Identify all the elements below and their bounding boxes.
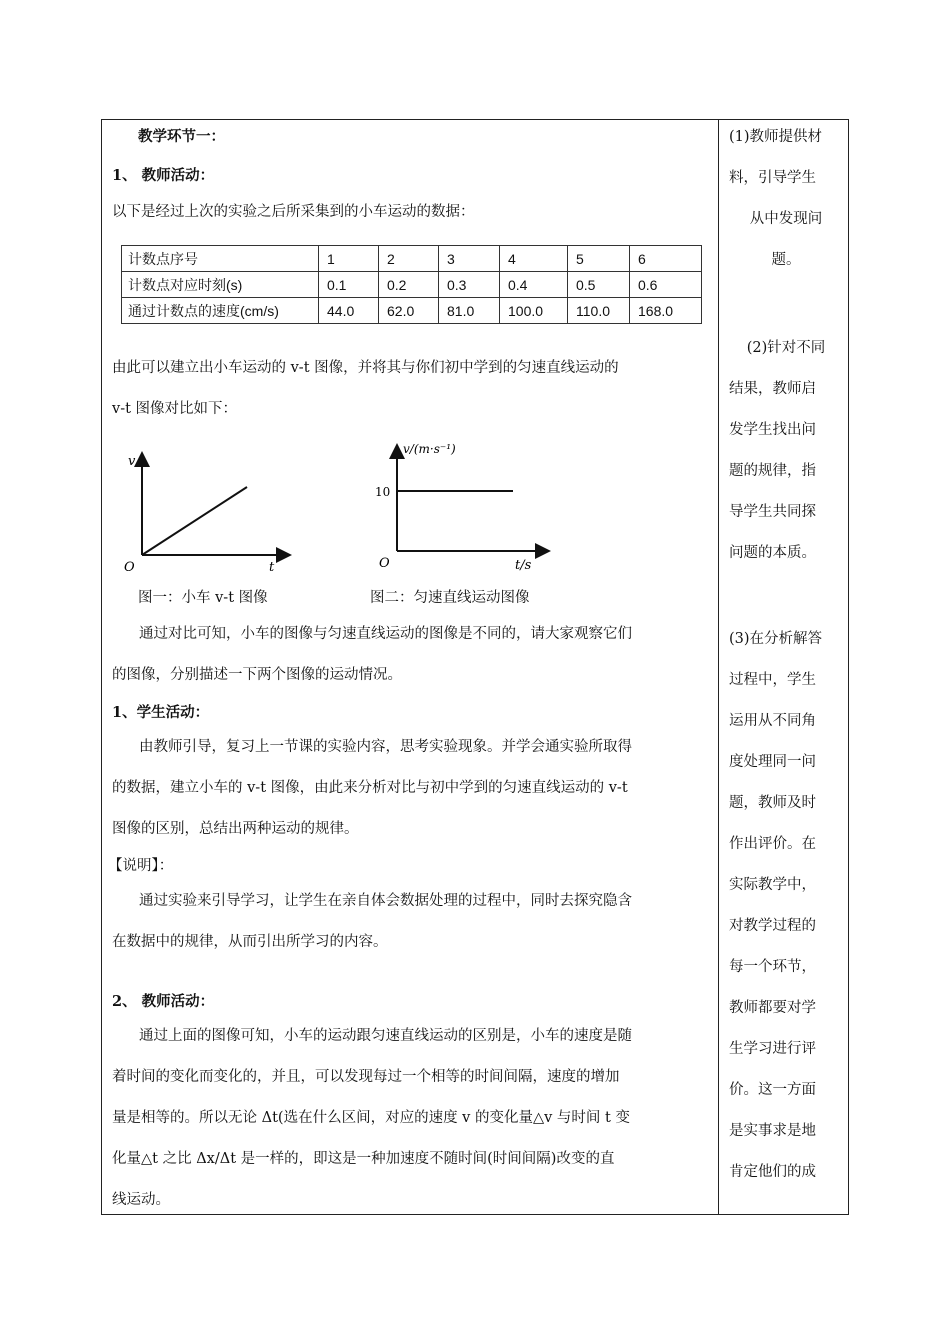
student-paragraph <box>112 727 708 850</box>
table-cell: 0.5 <box>568 272 630 298</box>
side-note-3-line: 过程中，学生 <box>729 672 816 688</box>
figure-1-y-label: v <box>128 454 136 469</box>
figure-2-tick-label: 10 <box>375 485 391 499</box>
side-note-2-line: 导学生共同探 <box>729 504 816 520</box>
table-row-label: 计数点对应时刻(s) <box>122 272 319 298</box>
motion-data-table <box>121 245 702 324</box>
table-cell: 110.0 <box>568 298 630 324</box>
table-row-label: 通过计数点的速度(cm/s) <box>122 298 319 324</box>
figure-2-graph <box>357 433 557 578</box>
table-cell: 44.0 <box>319 298 379 324</box>
intro-text: 以下是经过上次的实验之后所采集到的小车运动的数据： <box>112 204 475 220</box>
compare-paragraph <box>112 614 708 696</box>
teacher-activity-2-heading: 2、 教师活动： <box>112 993 215 1010</box>
table-cell: 0.4 <box>500 272 568 298</box>
side-note-1-line: 从中发现问 <box>749 211 823 227</box>
side-note-3-line: 作出评价。在 <box>729 836 816 852</box>
main-column <box>102 120 718 1214</box>
side-note-2-line: (2)针对不同 <box>746 340 826 356</box>
side-note-2-line: 结果，教师启 <box>729 381 816 397</box>
vt-line-1: 由此可以建立出小车运动的 v-t 图像，并将其与你们初中学到的匀速直线运动的 <box>112 360 619 376</box>
compare-line-1: 通过对比可知，小车的图像与匀速直线运动的图像是不同的，请大家观察它们 <box>139 626 632 642</box>
side-note-1-line: (1)教师提供材 <box>729 129 823 145</box>
table-cell: 100.0 <box>500 298 568 324</box>
figure-1-origin: O <box>124 560 135 575</box>
student-line-3: 图像的区别，总结出两种运动的规律。 <box>112 821 359 837</box>
side-note-2-line: 问题的本质。 <box>729 545 816 561</box>
side-note-3-line: 价。这一方面 <box>729 1082 816 1098</box>
teacher-2-paragraph <box>112 1016 708 1221</box>
table-row <box>122 246 702 272</box>
table-cell: 0.3 <box>439 272 500 298</box>
side-note-3-line: 题，教师及时 <box>729 795 816 811</box>
note-line-2: 在数据中的规律，从而引出所学习的内容。 <box>112 934 388 950</box>
table-cell: 4 <box>500 246 568 272</box>
table-cell: 2 <box>379 246 439 272</box>
section-title: 教学环节一： <box>138 128 225 145</box>
side-note-3-line: (3)在分析解答 <box>729 631 823 647</box>
table-cell: 62.0 <box>379 298 439 324</box>
side-column <box>719 120 849 1214</box>
side-note-2-line: 发学生找出问 <box>729 422 816 438</box>
table-cell: 6 <box>630 246 702 272</box>
figure-2-x-label: t/s <box>515 558 532 573</box>
table-cell: 0.6 <box>630 272 702 298</box>
lesson-table <box>101 119 849 1215</box>
side-note-1-line: 题。 <box>771 252 801 268</box>
student-line-2: 的数据，建立小车的 v-t 图像，由此来分析对比与初中学到的匀速直线运动的 v-t <box>112 780 628 796</box>
teacher-2-line-3: 量是相等的。所以无论 Δt(选在什么区间，对应的速度 v 的变化量△v 与时间 t 变 <box>112 1110 630 1126</box>
table-row <box>122 298 702 324</box>
side-note-3-line: 是实事求是地 <box>729 1123 816 1139</box>
table-cell: 5 <box>568 246 630 272</box>
table-cell: 81.0 <box>439 298 500 324</box>
note-paragraph <box>112 881 708 963</box>
teacher-2-line-2: 着时间的变化而变化的，并且，可以发现每过一个相等的时间间隔，速度的增加 <box>112 1069 620 1085</box>
side-note-3-line: 教师都要对学 <box>729 1000 816 1016</box>
side-note-3-line: 每一个环节， <box>729 959 816 975</box>
figure-1 <box>112 445 312 579</box>
table-cell: 0.1 <box>319 272 379 298</box>
compare-line-2: 的图像，分别描述一下两个图像的运动情况。 <box>112 667 402 683</box>
figure-1-x-label: t <box>269 560 275 575</box>
student-line-1: 由教师引导，复习上一节课的实验内容，思考实验现象。并学会通实验所取得 <box>139 739 632 755</box>
note-line-1: 通过实验来引导学习，让学生在亲自体会数据处理的过程中，同时去探究隐含 <box>139 893 632 909</box>
side-note-3 <box>729 619 843 1193</box>
side-note-2 <box>729 328 843 574</box>
table-cell: 3 <box>439 246 500 272</box>
side-note-3-line: 实际教学中， <box>729 877 816 893</box>
table-cell: 0.2 <box>379 272 439 298</box>
side-note-2-line: 题的规律，指 <box>729 463 816 479</box>
side-note-3-line: 对教学过程的 <box>729 918 816 934</box>
side-note-1 <box>729 117 843 281</box>
vt-line-2: v-t 图像对比如下： <box>112 401 238 417</box>
table-row <box>122 272 702 298</box>
figure-2-y-label: v/(m·s⁻¹) <box>403 442 456 456</box>
figure-2-caption: 图二：匀速直线运动图像 <box>370 590 530 606</box>
vt-paragraph <box>112 348 708 430</box>
table-row-label: 计数点序号 <box>122 246 319 272</box>
figure-2 <box>357 433 557 582</box>
teacher-activity-1-heading: 1、 教师活动： <box>112 167 215 184</box>
side-note-3-line: 生学习进行评 <box>729 1041 816 1057</box>
teacher-2-line-1: 通过上面的图像可知，小车的运动跟匀速直线运动的区别是，小车的速度是随 <box>139 1028 632 1044</box>
figure-2-origin: O <box>379 556 390 571</box>
figure-1-graph <box>112 445 312 575</box>
student-activity-heading: 1、学生活动： <box>112 704 210 721</box>
side-note-3-line: 肯定他们的成 <box>729 1164 816 1180</box>
side-note-1-line: 料，引导学生 <box>729 170 816 186</box>
side-note-3-line: 度处理同一问 <box>729 754 816 770</box>
note-label: 【说明】： <box>108 858 174 874</box>
table-cell: 168.0 <box>630 298 702 324</box>
table-cell: 1 <box>319 246 379 272</box>
figure-1-line <box>142 487 247 555</box>
figure-1-caption: 图一：小车 v-t 图像 <box>138 590 268 606</box>
side-note-3-line: 运用从不同角 <box>729 713 816 729</box>
teacher-2-line-5: 线运动。 <box>112 1192 170 1208</box>
teacher-2-line-4: 化量△t 之比 Δx/Δt 是一样的，即这是一种加速度不随时间(时间间隔)改变的直 <box>112 1151 615 1167</box>
